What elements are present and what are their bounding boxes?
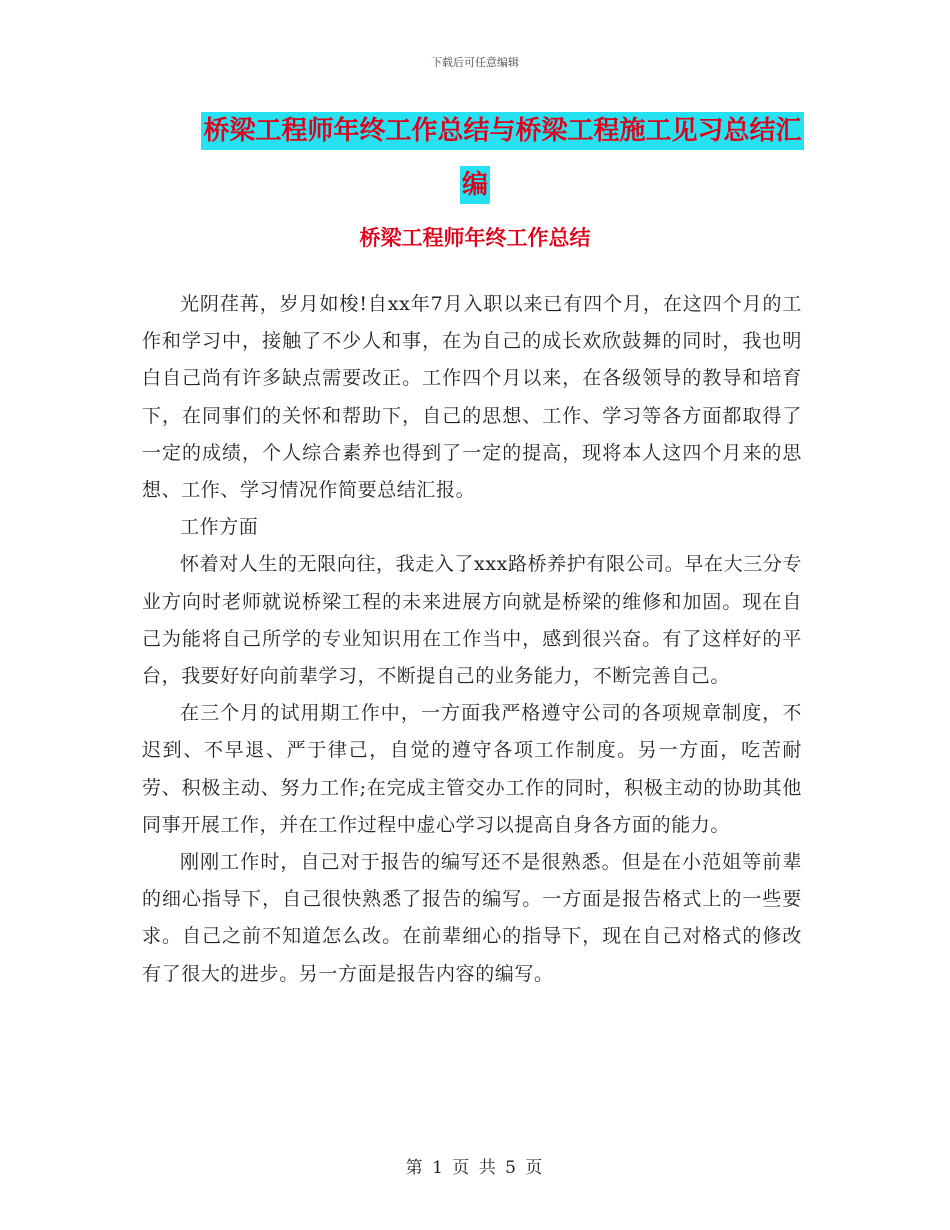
document-body	[142, 286, 802, 993]
document-title	[0, 106, 950, 214]
section-title: 桥梁工程师年终工作总结	[359, 226, 591, 250]
paragraph-intro: 光阴荏苒，岁月如梭!自xx年7月入职以来已有四个月，在这四个月的工作和学习中，接触了不少人和事，在为自己的成长欢欣鼓舞的同时，我也明白自己尚有许多缺点需要改正。工作四个月以来，在各级领导的教导和培育下，在同事们的关怀和帮助下，自己的思想、工作、学习等各方面都取得了一定的成绩，个人综合素养也得到了一定的提高，现将本人这四个月来的思想、工作、学习情况作简要总结汇报。	[142, 293, 802, 502]
document-title-line-1: 桥梁工程师年终工作总结与桥梁工程施工见习总结汇	[201, 112, 803, 150]
paragraph-company: 怀着对人生的无限向往，我走入了xxx路桥养护有限公司。早在大三分专业方向时老师就说桥梁工程的未来进展方向就是桥梁的维修和加固。现在自己为能将自己所学的专业知识用在工作当中，感到很兴奋。有了这样好的平台，我要好好向前辈学习，不断提自己的业务能力，不断完善自己。	[142, 553, 802, 688]
document-title-line-2: 编	[460, 166, 490, 204]
paragraph-heading-work: 工作方面	[180, 516, 259, 539]
header-note: 下载后可任意编辑	[431, 56, 519, 69]
paragraph-probation: 在三个月的试用期工作中，一方面我严格遵守公司的各项规章制度，不迟到、不早退、严于律己，自觉的遵守各项工作制度。另一方面，吃苦耐劳、积极主动、努力工作;在完成主管交办工作的同时，积极主动的协助其他同事开展工作，并在工作过程中虚心学习以提高自身各方面的能力。	[142, 702, 802, 836]
paragraph-reports: 刚刚工作时，自己对于报告的编写还不是很熟悉。但是在小范姐等前辈的细心指导下，自己很快熟悉了报告的编写。一方面是报告格式上的一些要求。自己之前不知道怎么改。在前辈细心的指导下，现在自己对格式的修改有了很大的进步。另一方面是报告内容的编写。	[142, 851, 802, 985]
page-footer: 第 1 页 共 5 页	[405, 1158, 545, 1178]
